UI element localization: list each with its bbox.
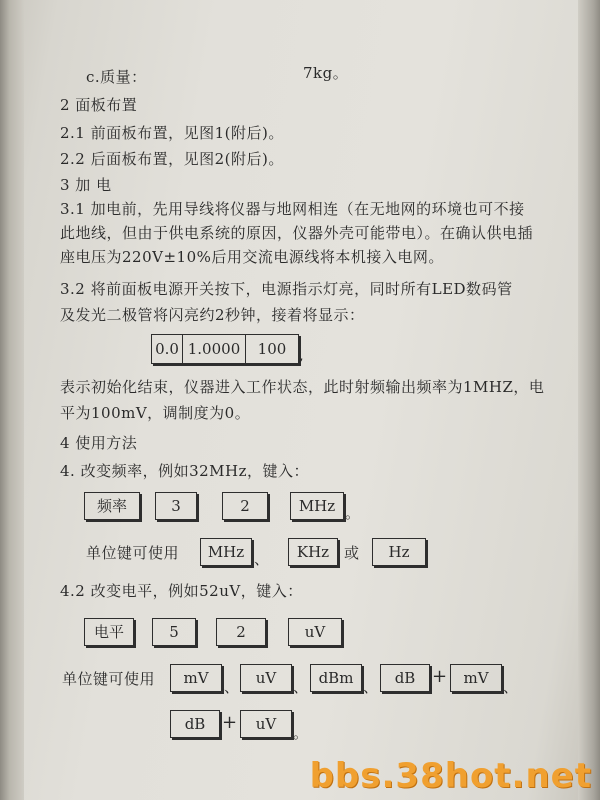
unit-freq-label: 单位键可使用 [86,544,180,562]
key-5: 5 [152,618,196,646]
section-3-1-line2: 此地线，但由于供电系统的原因，仪器外壳可能带电）。在确认供电插 [60,224,534,242]
unit-db-plus-mv: mV [450,664,502,692]
sep: 、 [254,550,270,568]
key-frequency: 频率 [84,492,140,520]
unit-db: dB [380,664,430,692]
sep: 、 [293,678,309,696]
init-text-line2: 平为100mV，调制度为0。 [60,404,251,422]
period: 。 [293,724,309,742]
section-3-2-line1: 3.2 将前面板电源开关按下，电源指示灯亮，同时所有LED数码管 [60,280,513,298]
unit-mhz: MHz [200,538,252,566]
unit-dbm: dBm [310,664,362,692]
section-4-1: 4. 改变频率，例如32MHz，键入： [60,462,310,480]
display-comma: , [299,346,304,364]
key-2: 2 [222,492,268,520]
plus-sign: + [432,666,448,687]
display-modulation: 0.0 [152,335,183,363]
section-4-heading: 4 使用方法 [60,434,138,452]
unit-khz: KHz [288,538,338,566]
or-word: 或 [344,544,360,562]
plus-sign: + [222,712,238,733]
sep: 、 [363,678,379,696]
init-text-line1: 表示初始化结束，仪器进入工作状态，此时射频输出频率为1MHZ，电 [60,378,545,396]
sep: 、 [224,678,240,696]
key-2: 2 [216,618,266,646]
section-3-2-line2: 及发光二极管将闪亮约2秒钟，接着将显示： [60,306,365,324]
sep: 、 [503,678,519,696]
unit-mv: mV [170,664,222,692]
mass-value: 7kg。 [303,64,349,82]
section-3-heading: 3 加 电 [60,176,112,194]
section-2-heading: 2 面板布置 [60,96,138,114]
initial-display-box [151,334,299,364]
period: 。 [345,504,361,522]
watermark: bbs.38hot.net [309,756,592,796]
unit-db-plus-uv: uV [240,710,292,738]
section-2-2: 2.2 后面板布置，见图2(附后)。 [60,150,284,168]
section-3-1-line1: 3.1 加电前，先用导线将仪器与地网相连（在无地网的环境也可不接 [60,200,525,218]
key-mhz: MHz [290,492,344,520]
page-edge [578,0,600,800]
unit-hz: Hz [372,538,426,566]
display-frequency: 1.0000 [183,335,246,363]
display-level: 100 [257,340,287,358]
unit-level-label: 单位键可使用 [62,670,156,688]
unit-db-2: dB [170,710,220,738]
book-spine-shadow [0,0,24,800]
mass-label: c.质量： [86,68,147,86]
key-uv: uV [288,618,342,646]
section-2-1: 2.1 前面板布置，见图1(附后)。 [60,124,284,142]
section-4-2: 4.2 改变电平，例如52uV，键入： [60,582,303,600]
key-level: 电平 [84,618,134,646]
unit-uv: uV [240,664,292,692]
section-3-1-line3: 座电压为220V±10%后用交流电源线将本机接入电网。 [60,248,444,266]
key-3: 3 [155,492,197,520]
